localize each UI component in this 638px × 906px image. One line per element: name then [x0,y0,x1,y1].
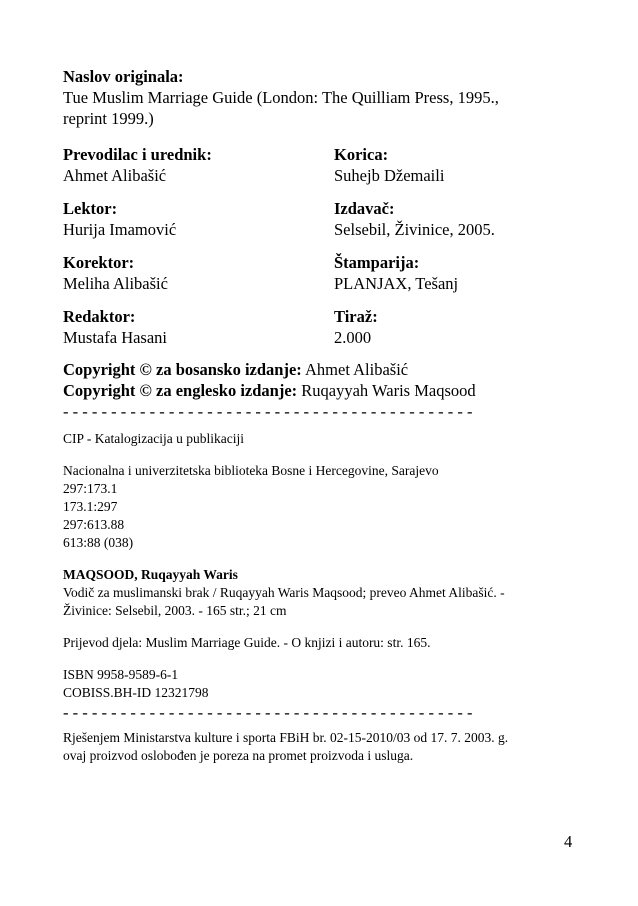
page-number: 4 [564,832,573,851]
credit-value: Mustafa Hasani [63,328,168,347]
credit-label: Prevodilac i urednik: [63,145,212,164]
credits-row-editor [63,306,583,348]
credit-value: Selsebil, Živinice, 2005. [334,220,495,239]
cip-library: Nacionalna i univerzitetska biblioteka Bosne i Hercegovine, Sarajevo [63,463,439,478]
credit-label: Redaktor: [63,307,136,326]
cip-code: 297:173.1 [63,481,118,496]
separator-bottom: - - - - - - - - - - - - - - - - - - - - - - - - - - - - - - - - - - - - - - - - - - - [63,703,473,722]
copyright-block [63,359,583,401]
cip-note: Prijevod djela: Muslim Marriage Guide. - O knjizi i autoru: str. 165. [63,635,431,650]
credit-value: Meliha Alibašić [63,274,168,293]
tax-note-line-1: Rješenjem Ministarstva kulture i sporta FBiH br. 02-15-2010/03 od 17. 7. 2003. g. [63,730,509,745]
credit-value: 2.000 [334,328,372,347]
cip-isbn: ISBN 9958-9589-6-1 [63,667,179,682]
credit-label: Korektor: [63,253,135,272]
credit-value: Suhejb Džemaili [334,166,445,185]
credit-label: Korica: [334,145,389,164]
cip-cobiss: COBISS.BH-ID 12321798 [63,685,209,700]
tax-note [63,729,583,765]
cip-code: 613:88 (038) [63,535,134,550]
credit-label: Lektor: [63,199,118,218]
cip-heading: CIP - Katalogizacija u publikaciji [63,431,244,446]
original-title-block [63,66,583,129]
cip-block [63,430,583,702]
cip-description-line-1: Vodič za muslimanski brak / Ruqayyah Waris Maqsood; preveo Ahmet Alibašić. - [63,585,505,600]
tax-note-line-2: ovaj proizvod oslobođen je poreza na promet proizvoda i usluga. [63,748,414,763]
cip-description-line-2: Živinice: Selsebil, 2003. - 165 str.; 21 cm [63,603,287,618]
credit-label: Tiraž: [334,307,378,326]
original-title-line-1: Tue Muslim Marriage Guide (London: The Quilliam Press, 1995., [63,88,499,107]
copyright-english: Copyright © za englesko izdanje: Ruqayyah Waris Maqsood [63,381,476,400]
credit-value: Hurija Imamović [63,220,177,239]
credit-value: PLANJAX, Tešanj [334,274,459,293]
credit-value: Ahmet Alibašić [63,166,167,185]
credits-row-translator [63,144,583,186]
cip-author: MAQSOOD, Ruqayyah Waris [63,567,238,582]
credits-row-corrector [63,252,583,294]
credit-label: Izdavač: [334,199,395,218]
cip-code: 297:613.88 [63,517,125,532]
cip-code: 173.1:297 [63,499,118,514]
separator-top: - - - - - - - - - - - - - - - - - - - - - - - - - - - - - - - - - - - - - - - - - - - [63,402,473,421]
credit-label: Štamparija: [334,253,420,272]
credits-row-lector [63,198,583,240]
original-title-label: Naslov originala: [63,67,184,86]
original-title-line-2: reprint 1999.) [63,109,154,128]
imprint-page [63,66,583,765]
copyright-bosnian: Copyright © za bosansko izdanje: Ahmet Alibašić [63,360,409,379]
